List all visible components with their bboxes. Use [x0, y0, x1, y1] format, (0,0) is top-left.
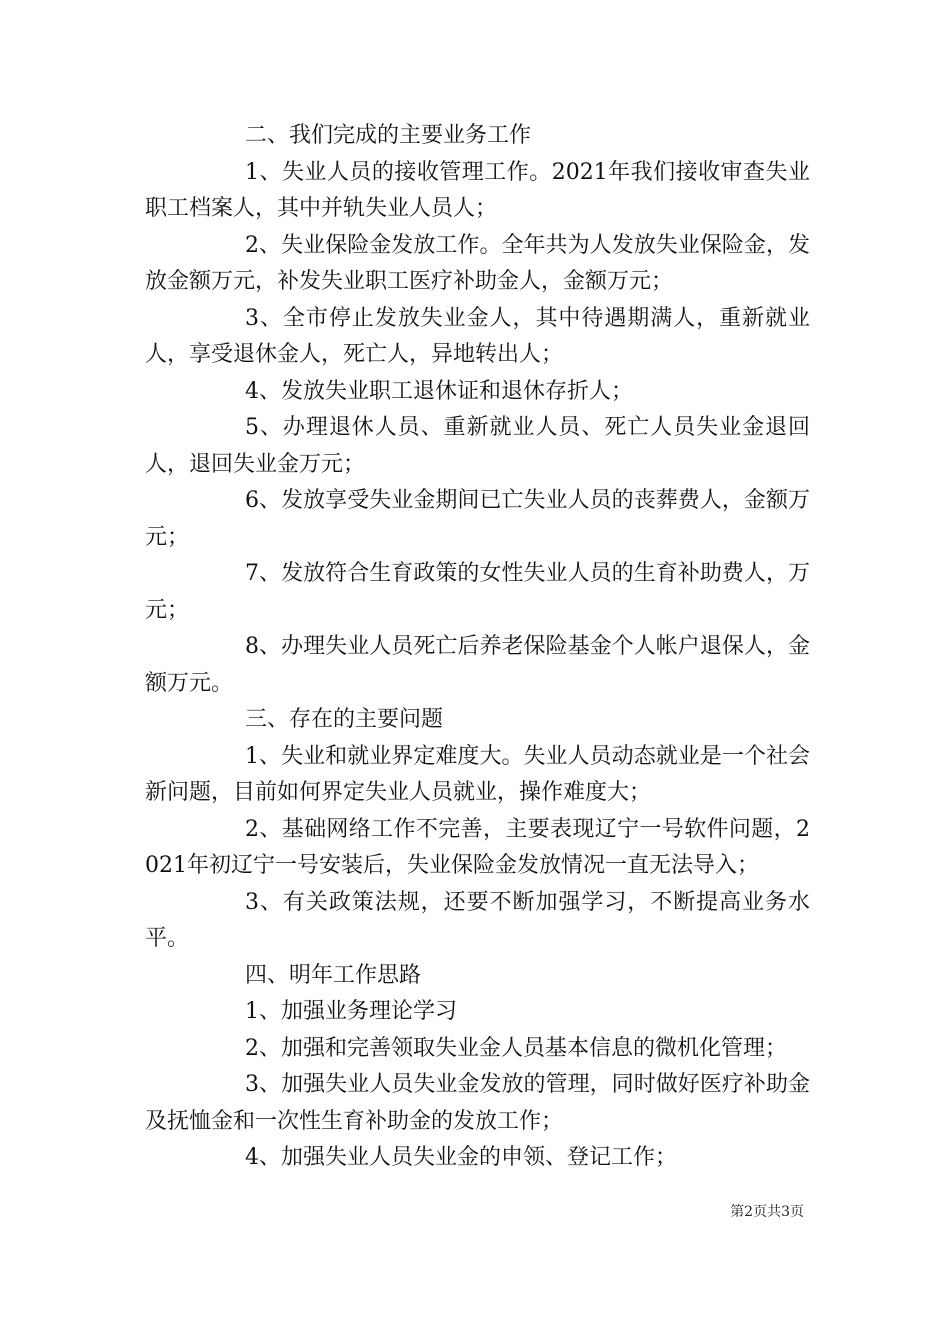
paragraph: 4、发放失业职工退休证和退休存折人； — [245, 378, 633, 404]
paragraph: 6、发放享受失业金期间已亡失业人员的丧葬费人，金额万元； — [145, 488, 810, 550]
paragraph: 1、失业和就业界定难度大。失业人员动态就业是一个社会新问题，目前如何界定失业人员就业，操作难度大； — [145, 743, 810, 805]
paragraph: 2、失业保险金发放工作。全年共为人发放失业保险金，发放金额万元，补发失业职工医疗补助金人，金额万元； — [145, 232, 810, 294]
section-heading-problems: 三、存在的主要问题 — [245, 707, 444, 732]
paragraph: 1、失业人员的接收管理工作。2021年我们接收审查失业职工档案人，其中并轨失业人员人； — [145, 159, 810, 221]
paragraph: 7、发放符合生育政策的女性失业人员的生育补助费人，万元； — [145, 561, 810, 623]
paragraph: 2、加强和完善领取失业金人员基本信息的微机化管理； — [245, 1035, 787, 1061]
paragraph: 3、加强失业人员失业金发放的管理，同时做好医疗补助金及抚恤金和一次性生育补助金的发放工作； — [145, 1072, 810, 1134]
page-number: 第2页共3页 — [730, 1204, 804, 1220]
paragraph: 5、办理退休人员、重新就业人员、死亡人员失业金退回人，退回失业金万元； — [145, 415, 810, 477]
paragraph: 8、办理失业人员死亡后养老保险基金个人帐户退保人，金额万元。 — [145, 634, 810, 696]
paragraph: 3、有关政策法规，还要不断加强学习，不断提高业务水平。 — [145, 889, 810, 951]
section-heading-next-year: 四、明年工作思路 — [245, 962, 422, 988]
paragraph: 2、基础网络工作不完善，主要表现辽宁一号软件问题，2021年初辽宁一号安装后，失业保险金发放情况一直无法导入； — [145, 816, 810, 878]
document-body — [145, 118, 810, 1177]
paragraph: 3、全市停止发放失业金人，其中待遇期满人，重新就业人，享受退休金人，死亡人，异地转出人； — [145, 305, 810, 367]
paragraph: 4、加强失业人员失业金的申领、登记工作； — [245, 1145, 677, 1170]
section-heading-main-work: 二、我们完成的主要业务工作 — [245, 123, 532, 148]
paragraph: 1、加强业务理论学习 — [245, 999, 457, 1024]
